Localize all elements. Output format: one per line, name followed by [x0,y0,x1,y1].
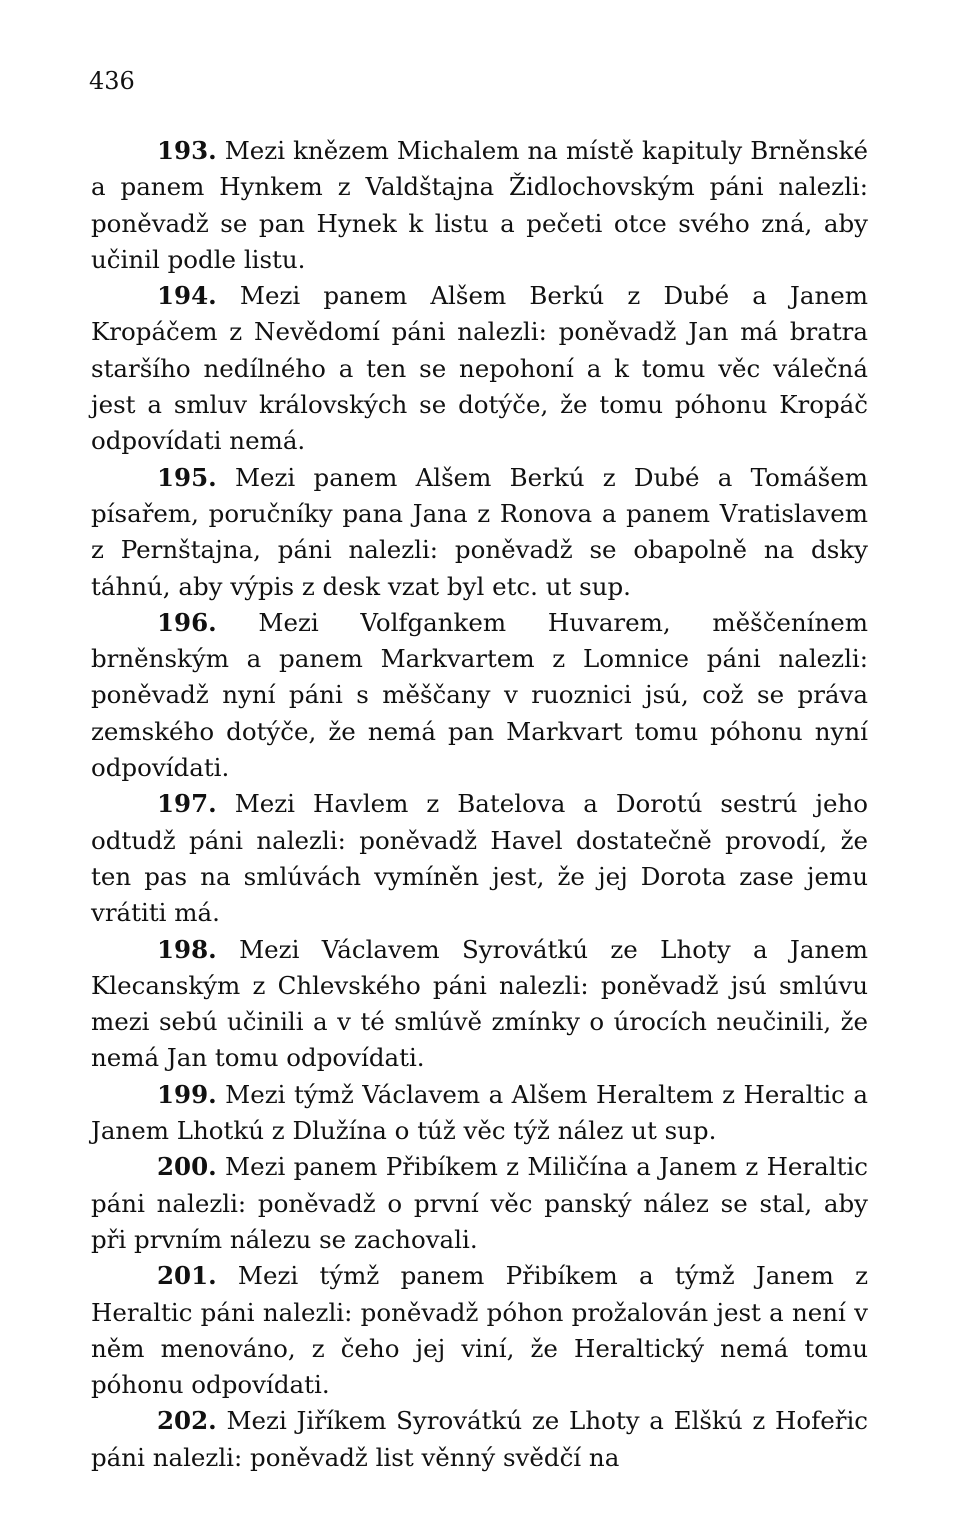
entry-text: Mezi panem Alšem Berkú z Dubé a Tomášem písařem, poručníky pana Jana z Ronova a panem Vratislavem z Pernštajna, páni nalezli: poněvadž se obapolně na dsky táhnú, aby výpis z desk vzat byl etc. ut sup. [91,462,868,601]
entry-text: Mezi Václavem Syrovátkú ze Lhoty a Janem Klecanským z Chlevského páni nalezli: poněvadž jsú smlúvu mezi sebú učinili a v té smlúvě zmínky o úrocích neučinili, že nemá Jan tomu odpovídati. [91,934,868,1073]
entry-text: Mezi týmž panem Přibíkem a týmž Janem z Heraltic páni nalezli: poněvadž póhon prožalován jest a není v něm menováno, z čeho jej viní, že Heraltický nemá tomu póhonu odpovídati. [91,1261,868,1400]
entry-number: 202. [157,1406,217,1436]
entry-text: Mezi Jiříkem Syrovátkú ze Lhoty a Elškú z Hofeřic páni nalezli: poněvadž list věnný svědčí na [91,1406,868,1472]
entry-198 [91,932,868,1077]
entry-202 [91,1403,868,1476]
entry-text: Mezi Volfgankem Huvarem, měščenínem brněnským a panem Markvartem z Lomnice páni nalezli: poněvadž nyní páni s měščany v ruoznici jsú, což se práva zemského dotýče, že nemá pan Markvart tomu póhonu nyní odpovídati. [91,607,868,783]
entry-199 [91,1077,868,1150]
entry-text: Mezi panem Alšem Berkú z Dubé a Janem Kropáčem z Nevědomí páni nalezli: poněvadž Jan má bratra staršího nedílného a ten se nepohoní a k tomu věc válečná jest a smluv královských se dotýče, že tomu póhonu Kropáč odpovídati nemá. [91,281,868,456]
entry-number: 198. [157,934,217,964]
entry-number: 200. [157,1152,217,1182]
entry-200 [91,1149,868,1258]
entry-number: 201. [157,1261,217,1291]
page-number: 436 [89,67,135,95]
entry-number: 195. [157,462,217,492]
entry-number: 196. [157,607,217,637]
entry-text: Mezi týmž Václavem a Alšem Heraltem z Heraltic a Janem Lhotkú z Dlužína o túž věc týž nález ut sup. [91,1079,868,1146]
entry-194 [91,278,868,459]
entry-number: 199. [157,1079,217,1109]
entry-number: 197. [157,789,217,819]
entry-text: Mezi panem Přibíkem z Miličína a Janem z Heraltic páni nalezli: poněvadž o první věc panský nález se stal, aby při prvním nálezu se zachovali. [91,1152,868,1254]
entry-195 [91,460,868,605]
entry-196 [91,605,868,786]
entry-201 [91,1258,868,1403]
entry-text: Mezi Havlem z Batelova a Dorotú sestrú jeho odtudž páni nalezli: poněvadž Havel dostatečně provodí, že ten pas na smlúvách vymíněn jest, že jej Dorota zase jemu vrátiti má. [91,789,868,928]
entry-197 [91,786,868,931]
entry-text: Mezi knězem Michalem na místě kapituly Brněnské a panem Hynkem z Valdštajna Židlochovským páni nalezli: poněvadž se pan Hynek k listu a pečeti otce svého zná, aby učinil podle listu. [91,136,868,274]
entry-number: 193. [157,136,217,165]
entries-list [91,133,868,1476]
entry-number: 194. [157,281,217,311]
entry-193 [91,133,868,278]
